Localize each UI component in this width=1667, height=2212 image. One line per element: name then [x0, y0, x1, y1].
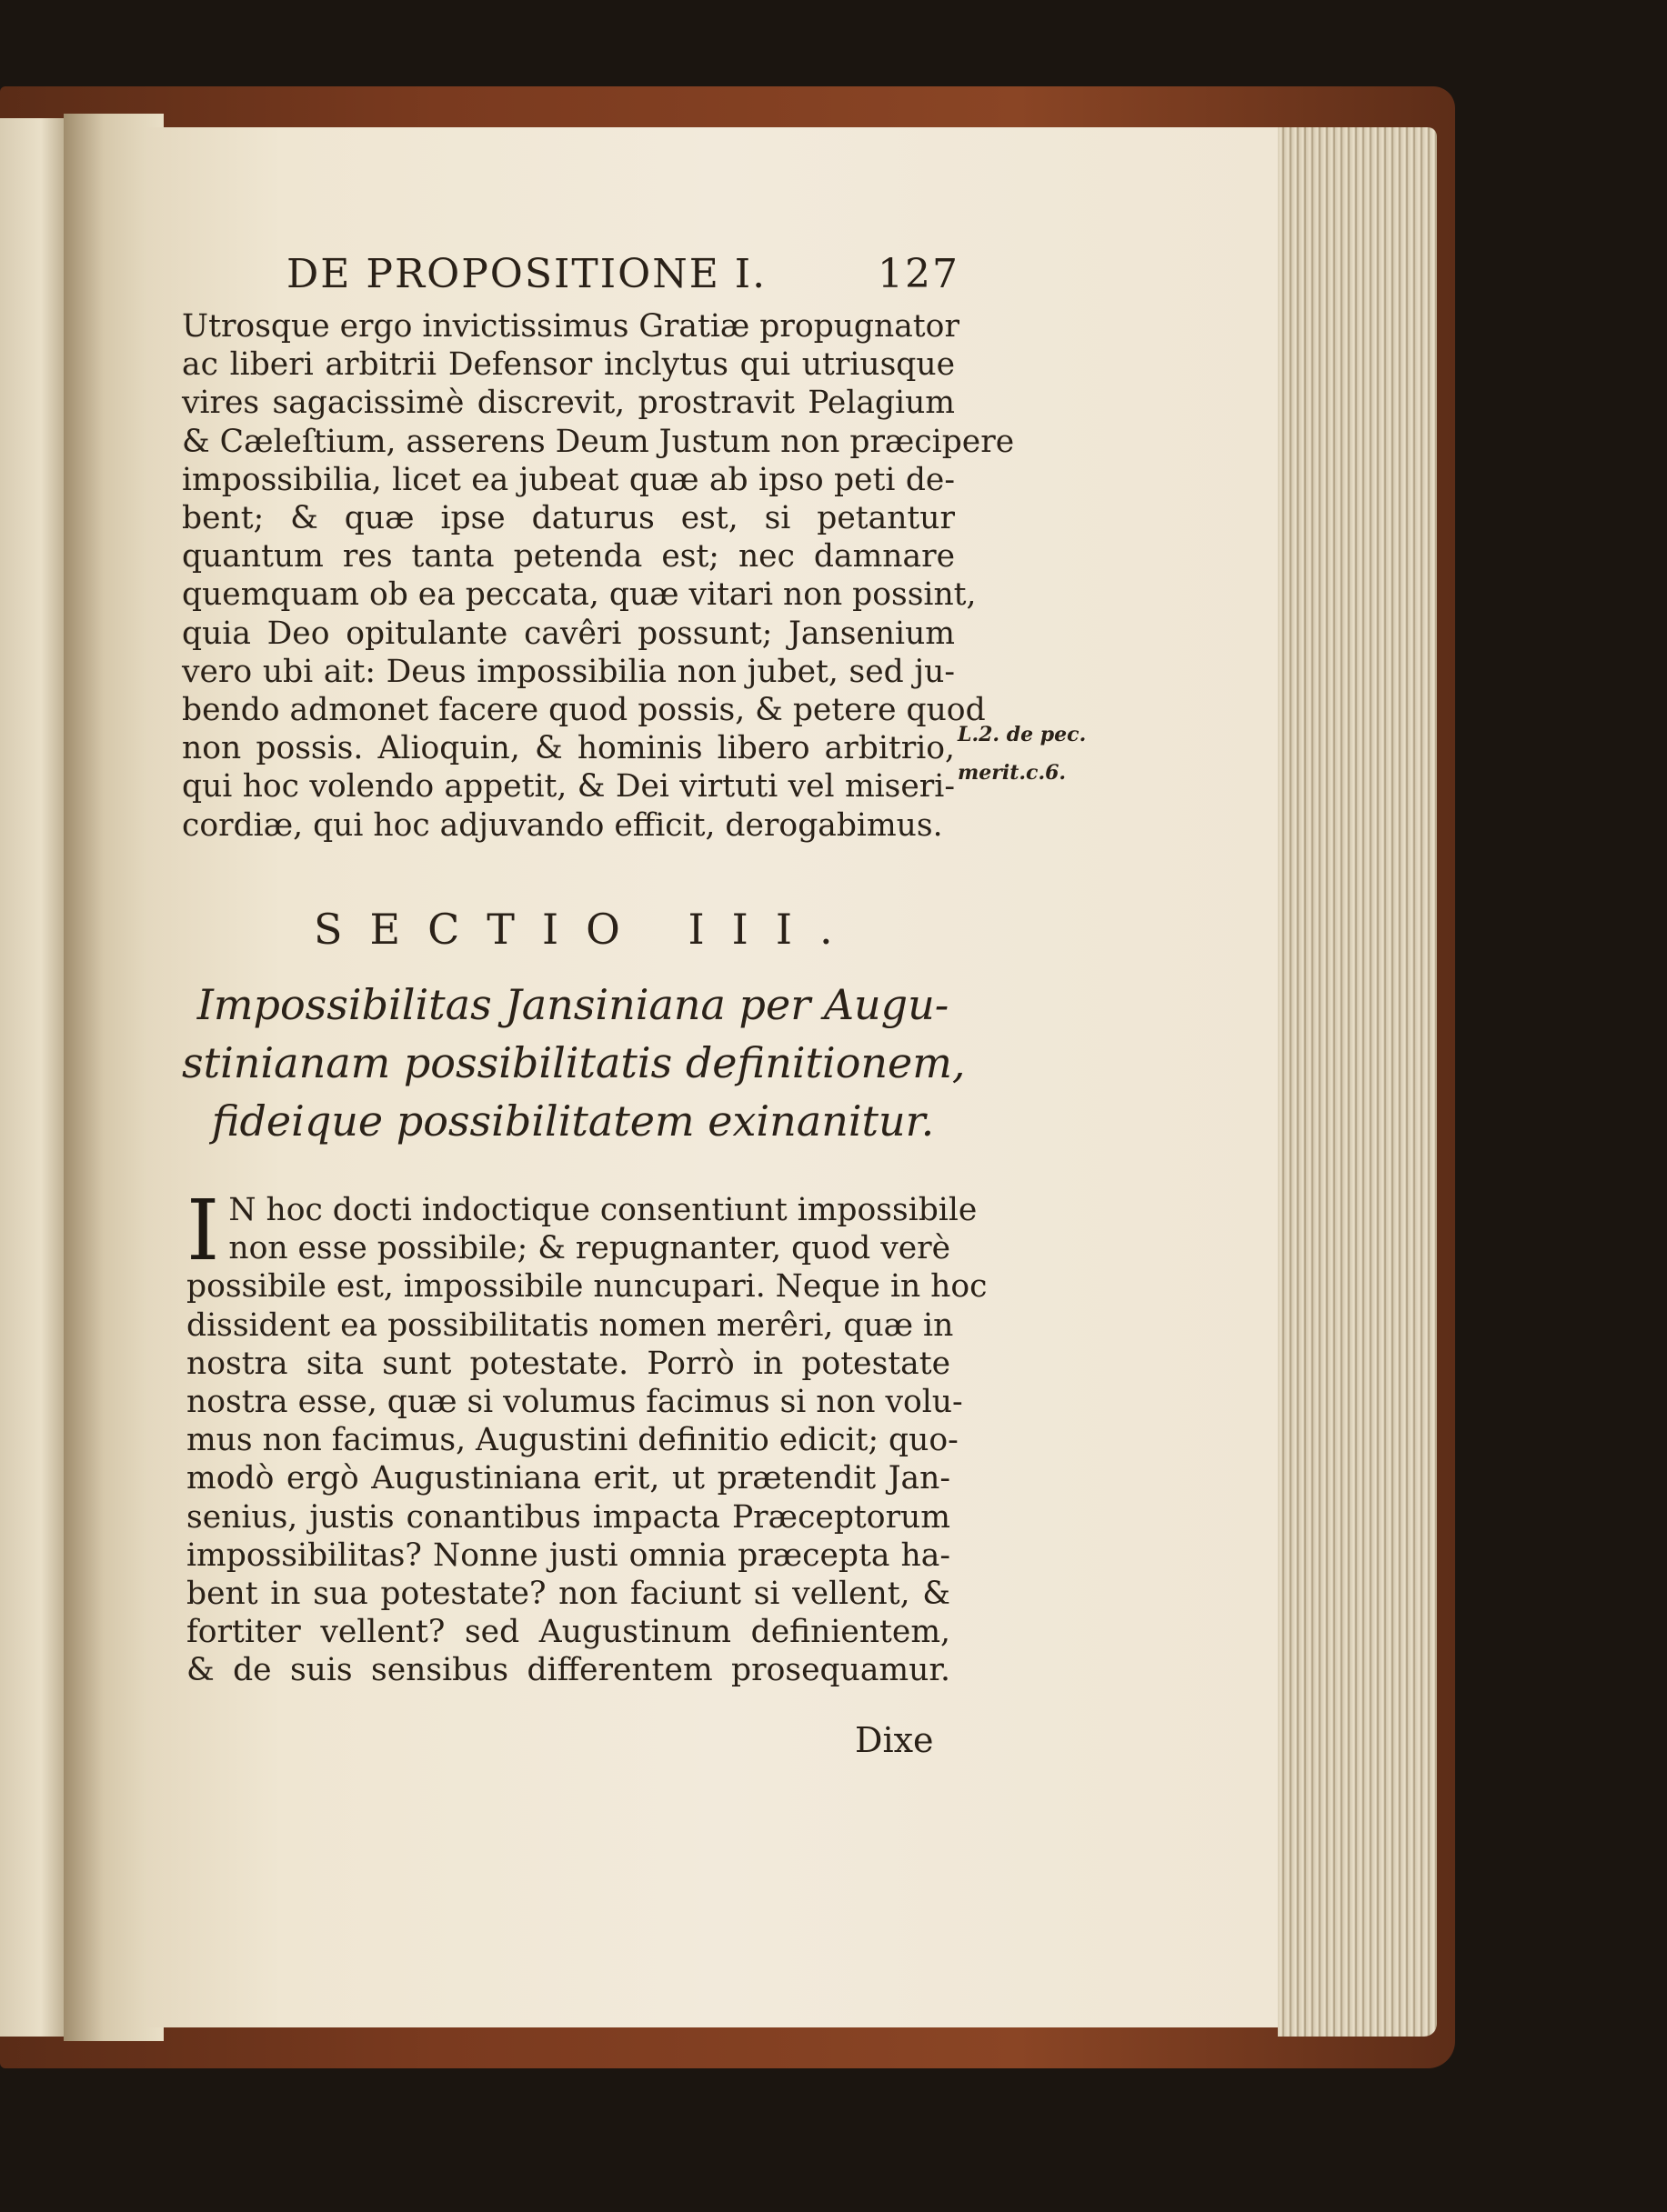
text-line: non possis. Alioquin, & hominis libero arbitrio, [182, 730, 955, 767]
catchword: Dixe [855, 1720, 934, 1760]
text-line: qui hoc volendo appetit, & Dei virtuti vel miseri- [182, 768, 955, 806]
drop-cap: I [186, 1182, 220, 1279]
text-line: & Cæleſtium, asserens Deum Justum non præcipere [182, 423, 1015, 460]
text-line: nostra sita sunt potestate. Porrò in potestate [186, 1345, 950, 1382]
text-line: quia Deo opitulante cavêri possunt; Jansenium [182, 615, 955, 652]
subtitle-line: fideique possibilitatem exinanitur. [211, 1096, 935, 1146]
paragraph-2 [186, 1182, 988, 1690]
text-line: fortiter vellent? sed Augustinum definientem, [186, 1614, 950, 1651]
subtitle-line: stinianam possibilitatis definitionem, [182, 1038, 966, 1087]
text-line: modò ergò Augustiniana erit, ut prætendit Jan- [186, 1460, 950, 1497]
text-line: cordiæ, qui hoc adjuvando efficit, derogabimus. [182, 806, 943, 844]
text-line: mus non facimus, Augustini definitio edicit; quo- [186, 1422, 959, 1459]
left-page-edge [0, 118, 68, 2037]
text-line: impossibilia, licet ea jubeat quæ ab ipso peti de- [182, 461, 955, 498]
margin-note-line: merit.c.6. [958, 761, 1067, 785]
text-line: bent; & quæ ipse daturus est, si petantur [182, 500, 955, 537]
running-head [286, 251, 959, 297]
text-line: bent in sua potestate? non faciunt si vellent, & [186, 1576, 950, 1613]
text-line: possibile est, impossibile nuncupari. Neque in hoc [186, 1268, 988, 1306]
text-line: nostra esse, quæ si volumus facimus si non volu- [186, 1384, 963, 1421]
text-line: non esse possibile; & repugnanter, quod verè [228, 1230, 951, 1267]
text-line: vero ubi ait: Deus impossibilia non jubet, sed ju- [182, 653, 955, 690]
text-line: vires sagacissimè discrevit, prostravit Pelagium [182, 385, 955, 422]
text-line: quemquam ob ea peccata, quæ vitari non possint, [182, 576, 977, 614]
text-line: ac liberi arbitrii Defensor inclytus qui utriusque [182, 346, 955, 384]
text-line: Utrosque ergo invictissimus Gratiæ propugnator [182, 308, 959, 345]
page-number: 127 [878, 251, 959, 297]
text-line: bendo admonet facere quod possis, & petere quod [182, 692, 986, 729]
text-line: impossibilitas? Nonne justi omnia præcepta ha- [186, 1536, 950, 1574]
margin-note [958, 716, 1140, 792]
text-line: quantum res tanta petenda est; nec damnare [182, 538, 955, 576]
page-edges [1278, 127, 1437, 2037]
margin-note-line: L.2. de pec. [958, 723, 1087, 746]
text-line: senius, justis conantibus impacta Præceptorum [186, 1498, 950, 1536]
running-title: DE PROPOSITIONE I. [286, 251, 768, 297]
subtitle-line: Impossibilitas Jansiniana per Augu- [196, 980, 949, 1029]
section-heading: SECTIO III. [314, 905, 860, 954]
text-line: & de suis sensibus differentem prosequamur. [186, 1652, 950, 1689]
text-line: N hoc docti indoctique consentiunt impossibile [228, 1192, 978, 1228]
section-subtitle [182, 976, 964, 1150]
text-line: dissident ea possibilitatis nomen merêri, quæ in [186, 1306, 954, 1344]
